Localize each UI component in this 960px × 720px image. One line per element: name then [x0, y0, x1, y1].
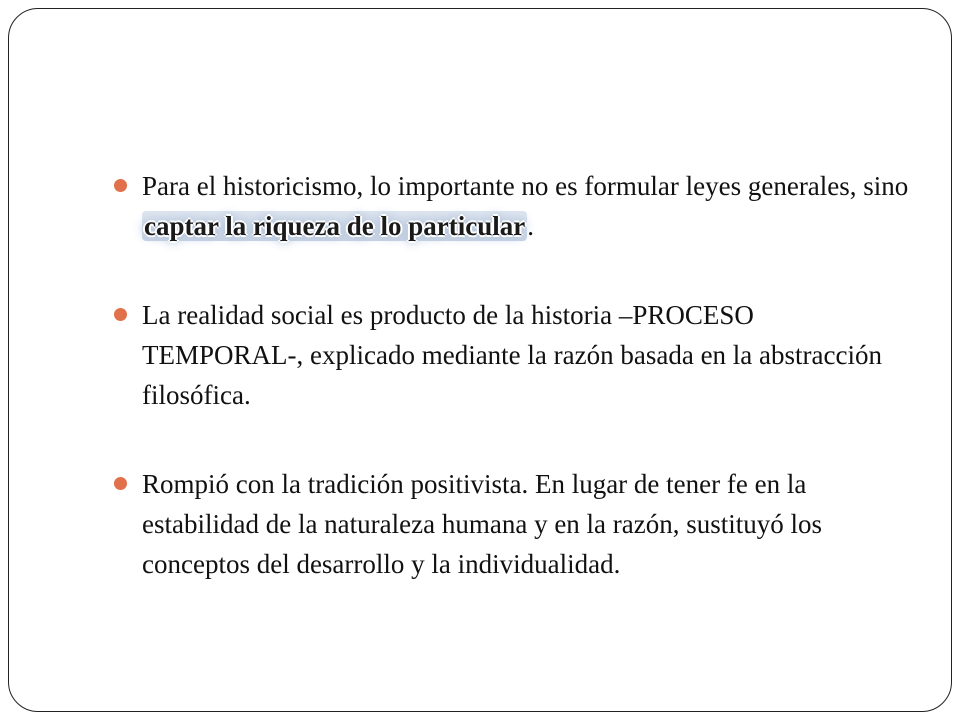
bullet-dot-icon: [114, 308, 127, 321]
bullet-1-emphasis: captar la riqueza de lo particular: [144, 211, 526, 241]
slide-frame: [8, 8, 952, 712]
bullet-list: [114, 166, 914, 584]
bullet-dot-icon: [114, 477, 127, 490]
bullet-1-text-before: Para el historicismo, lo importante no es formular leyes generales, sino: [142, 171, 909, 201]
bullet-1-text-after: .: [527, 211, 534, 241]
bullet-2-text: La realidad social es producto de la historia –PROCESO TEMPORAL-, explicado mediante la razón basada en la abstracción filosófica.: [142, 300, 882, 410]
bullet-item-2: [114, 295, 914, 415]
bullet-3-text: Rompió con la tradición positivista. En lugar de tener fe en la estabilidad de la naturaleza humana y en la razón, sustituyó los conceptos del desarrollo y la individualidad.: [142, 469, 823, 579]
bullet-item-1: [114, 166, 914, 246]
bullet-dot-icon: [114, 179, 127, 192]
bullet-item-3: [114, 464, 914, 584]
